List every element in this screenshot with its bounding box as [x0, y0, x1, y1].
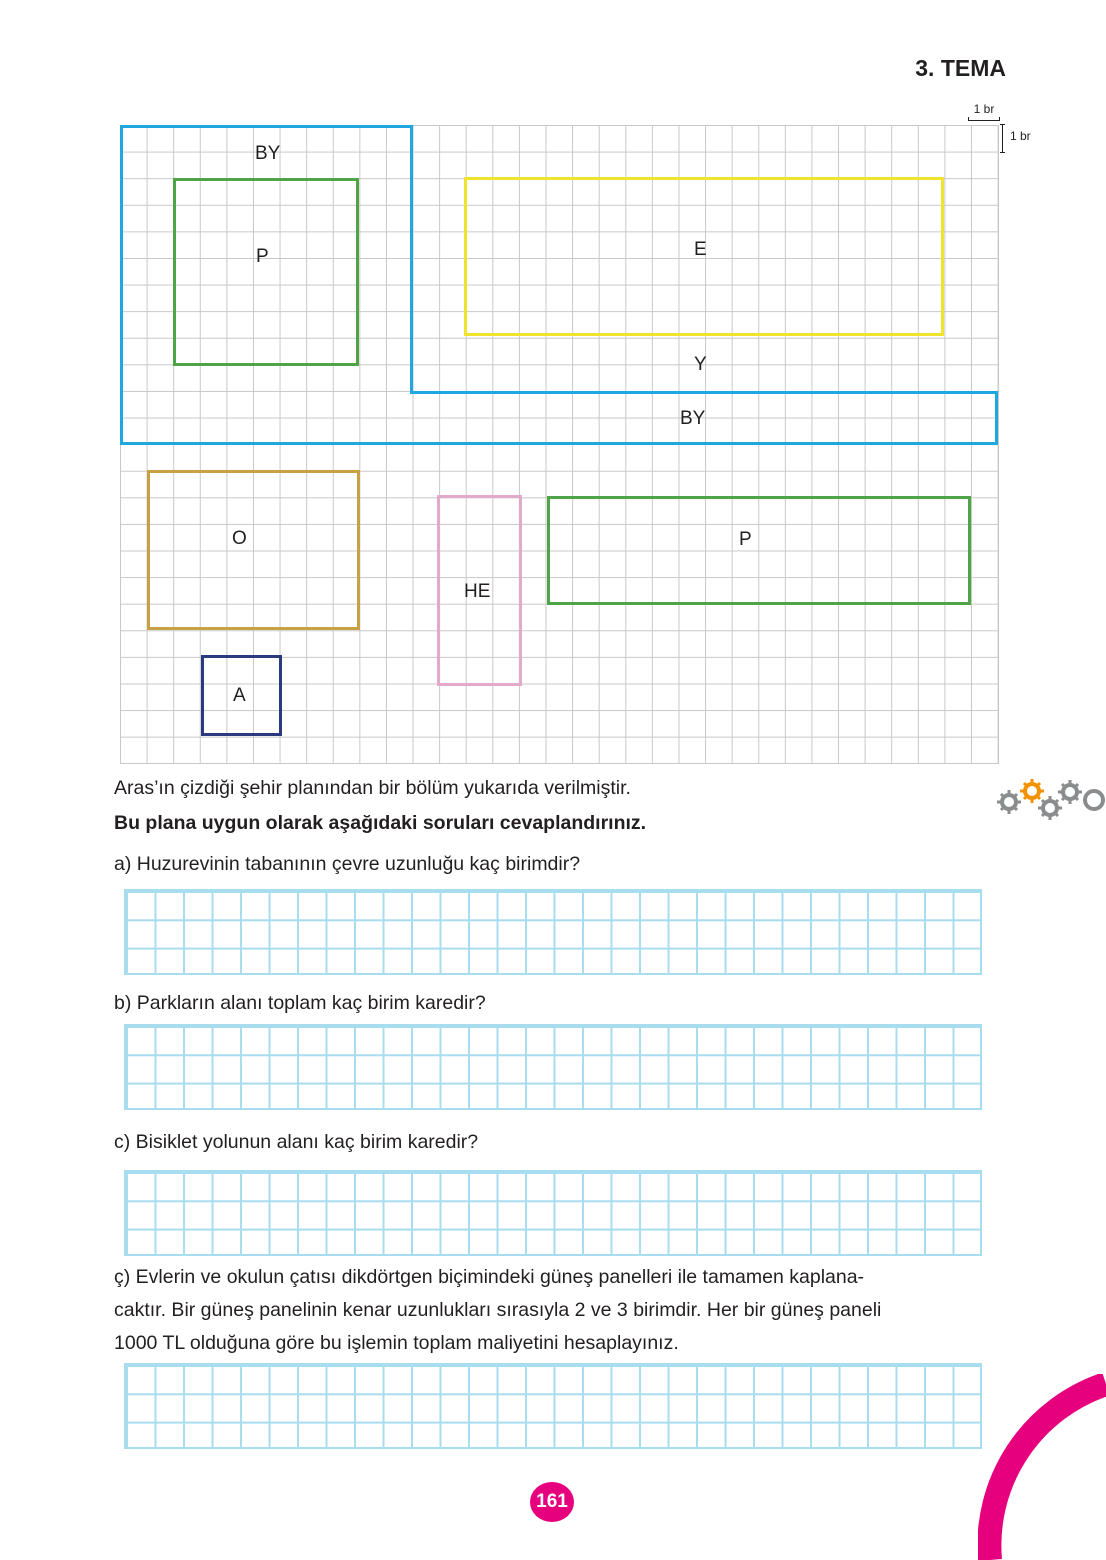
answer-box-b[interactable] [124, 1024, 982, 1110]
theme-heading: 3. TEMA [915, 55, 1006, 81]
label-by-top: BY [255, 143, 281, 164]
question-d-line2: caktır. Bir güneş panelinin kenar uzunlukları sırasıyla 2 ve 3 birimdir. Her bir güneş paneli [114, 1299, 882, 1321]
scale-horizontal-bar [968, 117, 1000, 121]
intro-text: Aras’ın çizdiği şehir planından bir bölüm yukarıda verilmiştir. [114, 777, 631, 799]
decorative-arc [978, 1374, 1106, 1560]
city-plan-grid [120, 125, 999, 764]
gears-icon [994, 776, 1106, 824]
park-bottom [547, 496, 971, 605]
scale-vertical-label: 1 br [1010, 129, 1031, 143]
school-area [147, 470, 360, 630]
answer-box-c[interactable] [124, 1170, 982, 1256]
label-e: E [694, 239, 707, 260]
label-by-bottom: BY [680, 408, 706, 429]
answer-box-d[interactable] [124, 1363, 982, 1449]
question-c: c) Bisiklet yolunun alanı kaç birim karedir? [114, 1131, 479, 1153]
question-a: a) Huzurevinin tabanının çevre uzunluğu kaç birimdir? [114, 853, 581, 875]
label-p-top: P [256, 246, 269, 267]
label-a: A [233, 685, 246, 706]
scale-horizontal-label: 1 br [973, 102, 995, 116]
label-y: Y [694, 354, 707, 375]
instruction-text: Bu plana uygun olarak aşağıdaki soruları cevaplandırınız. [114, 812, 647, 834]
question-d-line1: ç) Evlerin ve okulun çatısı dikdörtgen biçimindeki güneş panelleri ile tamamen kaplana- [114, 1266, 865, 1288]
park-top [173, 178, 359, 366]
label-o: O [232, 528, 247, 549]
label-he: HE [464, 581, 491, 602]
page-number: 161 [530, 1482, 574, 1522]
question-b: b) Parkların alanı toplam kaç birim karedir? [114, 992, 486, 1014]
label-p-bottom: P [739, 529, 752, 550]
answer-box-a[interactable] [124, 889, 982, 975]
scale-vertical-bar [1000, 124, 1005, 153]
scale-horizontal [968, 102, 1000, 121]
question-d-line3: 1000 TL olduğuna göre bu işlemin toplam maliyetini hesaplayınız. [114, 1332, 679, 1354]
